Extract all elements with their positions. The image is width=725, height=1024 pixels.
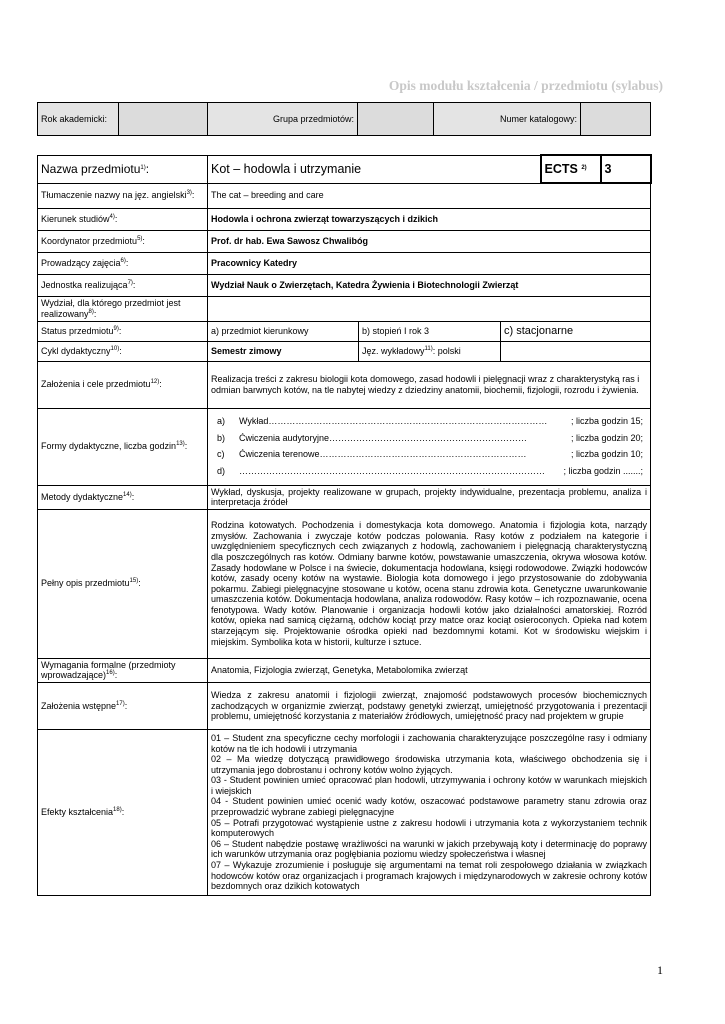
row-cykl (38, 341, 651, 361)
page-title: Opis modułu kształcenia / przedmiotu (sylabus) (388, 78, 663, 93)
numer-katalogowy-field[interactable] (581, 103, 651, 136)
zalozenia-wstepne-value: Wiedza z zakresu anatomii i fizjologii zwierząt, znajomość podstawowych procesów biochemicznych zachodzących w organizmie zwierząt, podstawy genetyki zwierząt, umiejętność przygotowania i prezentacji problemu, umiejętność korzystania z materiałów źródłowych, umiejętność pracy nad projektem w grupie (208, 682, 651, 729)
numer-katalogowy-label: Numer katalogowy: (434, 103, 581, 136)
row-tlumaczenie (38, 183, 651, 208)
status-stacjonarne: c) stacjonarne (501, 321, 651, 341)
formy-item: c) Ćwiczenia terenowe…………………………………………………………… ; liczba godzin 10; (217, 449, 643, 460)
zalozenia-wstepne-label: Założenia wstępne$^{17)}$: (38, 682, 208, 729)
formy-item: a) Wykład………………………………………………………………………………… ; liczba godzin 15; (217, 416, 643, 427)
status-kierunkowy: a) przedmiot kierunkowy (208, 321, 359, 341)
kierunek-label: Kierunek studiów$^{4)}$: (38, 208, 208, 230)
ects-value: 3 (601, 155, 651, 183)
kierunek-value: Hodowla i ochrona zwierząt towarzyszących i dzikich (208, 208, 651, 230)
row-zalozenia-cele (38, 361, 651, 408)
formy-label: Formy dydaktyczne, liczba godzin$^{13)}$: (38, 408, 208, 485)
row-kierunek (38, 208, 651, 230)
efekty-label: Efekty kształcenia$^{18)}$: (38, 729, 208, 895)
row-formy (38, 408, 651, 485)
formy-item: d) ………………………………………………………………………………………… ; liczba godzin .......; (217, 465, 643, 476)
jezyk-wykladowy: Jęz. wykładowy$^{11)}$: polski (359, 341, 501, 361)
zalozenia-cele-label: Założenia i cele przedmiotu$^{12)}$: (38, 361, 208, 408)
row-pelny-opis (38, 509, 651, 658)
nazwa-label: Nazwa przedmiotu$^{1)}$: (38, 155, 208, 183)
rok-akademicki-field[interactable] (119, 103, 208, 136)
koordynator-value: Prof. dr hab. Ewa Sawosz Chwalibóg (208, 230, 651, 252)
efekt-item: 04 - Student powinien umieć ocenić wady kotów, oszacować podstawowe parametry stanu zdrowia oraz przeprowadzić wybrane zabiegi pielęgnacyjne (211, 796, 647, 818)
row-efekty (38, 729, 651, 895)
efekty-value (208, 729, 651, 895)
zalozenia-cele-value: Realizacja treści z zakresu biologii kota domowego, zasad hodowli i pielęgnacji wraz z charakterystyką ras i odmian barwnych kotów, na tle nabytej wiedzy z dziedziny anatomii, biochemii, fizjologii, rozrodu i żywienia. (208, 361, 651, 408)
formy-value (208, 408, 651, 485)
row-jednostka (38, 274, 651, 296)
page-number: 1 (657, 963, 663, 977)
rok-akademicki-label: Rok akademicki: (38, 103, 119, 136)
wymagania-label: Wymagania formalne (przedmioty wprowadzające)$^{16)}$: (38, 658, 208, 682)
pelny-opis-label: Pełny opis przedmiotu$^{15)}$: (38, 509, 208, 658)
tlumaczenie-value: The cat – breeding and care (208, 183, 651, 208)
metody-label: Metody dydaktyczne$^{14)}$: (38, 485, 208, 509)
formy-list (211, 414, 647, 480)
wydzial-value (208, 296, 651, 321)
cykl-value: Semestr zimowy (208, 341, 359, 361)
row-zalozenia-wstepne (38, 682, 651, 729)
row-metody (38, 485, 651, 509)
row-koordynator (38, 230, 651, 252)
efekt-item: 01 – Student zna specyficzne cechy morfologii i zachowania charakteryzujące poszczególne rasy i odmiany kotów na tle ich hodowli i utrzymania (211, 732, 647, 754)
cykl-label: Cykl dydaktyczny$^{10)}$: (38, 341, 208, 361)
efekt-item: 03 - Student powinien umieć opracować plan hodowli, utrzymywania i ochrony kotów w warunkach miejskich i wiejskich (211, 775, 647, 796)
wymagania-value: Anatomia, Fizjologia zwierząt, Genetyka, Metabolomika zwierząt (208, 658, 651, 682)
grupa-przedmiotow-field[interactable] (358, 103, 434, 136)
wydzial-label: Wydział, dla którego przedmiot jest realizowany$^{8)}$: (38, 296, 208, 321)
pelny-opis-value: Rodzina kotowatych. Pochodzenia i domestykacja kota domowego. Anatomia i fizjologia kota, narządy zmysłów. Zachowania i zwyczaje kotów podczas polowania. Rasy kotów z podziałem na kategorie i uwzględnieniem specyficznych cech związanych z hodowlą, zachowaniem i pielęgnacją charakterystyczną dla poszczególnych ras kotów. Odmiany barwne kotów, powstawanie umaszczenia, okrywa włosowa kotów. Zasady hodowlane w Polsce i na świecie, dokumentacja hodowlana, księgi rodowodowe. Związki hodowców kotów, zasady oceny kotów na wystawie. Biologia kota domowego i jego przystosowanie do zdobywania pokarmu. Zabiegi pielęgnacyjne stosowane u kotów, ocena stanu zdrowia kota. Genetyczne uwarunkowanie umaszczenia kotów. Dokumentacja hodowlana, analiza rodowodów. Rasy kotów – ich rozpoznawanie, ocena fenotypowa. Wady kotów. Planowanie i organizacja hodowli kotów jako działalności amatorskiej. Rozród kotów, opieka nad samicą ciężarną, odchów kociąt przy matce oraz kociąt osieroconych. Opieka nad kotem starzejącym się. Projektowanie ośrodka opieki nad bezdomnymi kotami. Kot w środowisku wiejskim i miejskim. Symbolika kota w historii, kulturze i sztuce. (208, 509, 651, 658)
koordynator-label: Koordynator przedmiotu$^{5)}$: (38, 230, 208, 252)
row-wydzial (38, 296, 651, 321)
efekt-item: 07 – Wykazuje zrozumienie i posługuje się argumentami na temat roli zespołowego działania w związkach hodowców kotów oraz organizacjach i programach krajowych i międzynarodowych w zakresie ochrony kotów bezdomnych oraz dzikich kotowatych (211, 860, 647, 892)
row-prowadzacy (38, 252, 651, 274)
nazwa-value: Kot – hodowla i utrzymanie (208, 155, 541, 183)
row-nazwa (38, 155, 651, 183)
status-label: Status przedmiotu$^{9)}$: (38, 321, 208, 341)
grupa-przedmiotow-label: Grupa przedmiotów: (208, 103, 358, 136)
row-status (38, 321, 651, 341)
row-wymagania (38, 658, 651, 682)
syllabus-table (37, 154, 652, 896)
cykl-empty (501, 341, 651, 361)
jednostka-value: Wydział Nauk o Zwierzętach, Katedra Żywienia i Biotechnologii Zwierząt (208, 274, 651, 296)
efekt-item: 06 – Student nabędzie postawę wrażliwości na warunki w jakich przebywają koty i determinację do poprawy ich warunków utrzymania oraz pogłębiania poziomu wiedzy społeczeństwa i własnej (211, 838, 647, 860)
efekt-item: 02 – Ma wiedzę dotyczącą prawidłowego środowiska utrzymania kota, właściwego obchodzenia się i utrzymania jego dobrostanu i ochrony kotów wolno żyjących. (211, 754, 647, 775)
status-stopien: b) stopień I rok 3 (359, 321, 501, 341)
metody-value: Wykład, dyskusja, projekty realizowane w grupach, projekty indywidualne, prezentacja problemu, analiza i interpretacja źródeł (208, 485, 651, 509)
ects-label: ECTS $^{2)}$ (541, 155, 601, 183)
formy-item: b) Ćwiczenia audytoryjne………………………………………………………… ; liczba godzin 20; (217, 432, 643, 443)
prowadzacy-value: Pracownicy Katedry (208, 252, 651, 274)
jednostka-label: Jednostka realizująca$^{7)}$: (38, 274, 208, 296)
tlumaczenie-label: Tłumaczenie nazwy na jęz. angielski$^{3)}$: (38, 183, 208, 208)
header-table (37, 102, 651, 136)
prowadzacy-label: Prowadzący zajęcia$^{6)}$: (38, 252, 208, 274)
efekt-item: 05 – Potrafi przygotować wystąpienie ustne z zakresu hodowli i utrzymania kota z wykorzystaniem technik komputerowych (211, 817, 647, 839)
